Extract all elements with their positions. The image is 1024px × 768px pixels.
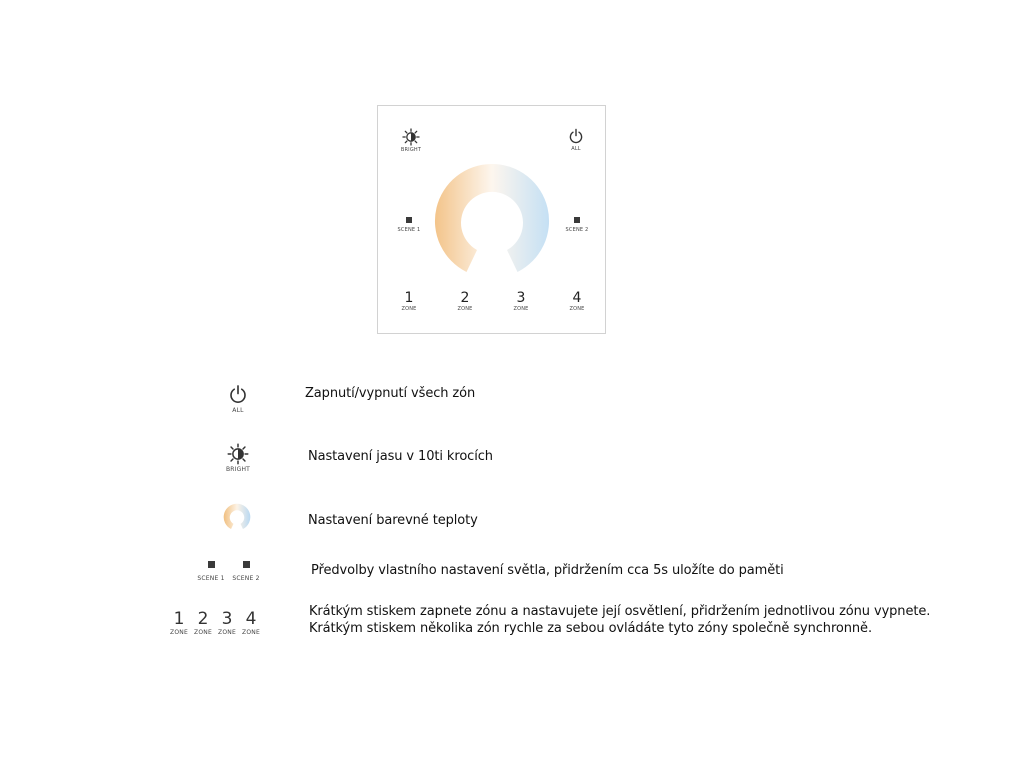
zone-label: ZONE	[513, 306, 529, 312]
bright-button[interactable]	[398, 128, 424, 153]
legend-zone-2	[191, 609, 215, 636]
all-label: ALL	[571, 146, 581, 152]
zone-label: ZONE	[242, 629, 260, 636]
legend-scene-1-label: SCENE 1	[197, 575, 225, 582]
color-temperature-ring-icon	[223, 503, 251, 530]
zone-number: 3	[221, 609, 233, 629]
zone-button-4[interactable]	[567, 290, 587, 312]
all-button[interactable]	[564, 128, 588, 152]
zone-label: ZONE	[218, 629, 236, 636]
legend-bright-icon-group	[222, 443, 254, 473]
zone-label: ZONE	[194, 629, 212, 636]
scene-1-square-icon	[208, 561, 215, 568]
bright-label: BRIGHT	[400, 147, 422, 153]
zone-label: ZONE	[569, 306, 585, 312]
legend-zone-1	[167, 609, 191, 636]
scene-2-label: SCENE 2	[565, 227, 589, 233]
scene-2-button[interactable]	[562, 217, 592, 233]
scene-1-square-icon	[406, 217, 412, 223]
zone-button-1[interactable]	[399, 290, 419, 312]
legend-zone-3	[215, 609, 239, 636]
zone-label: ZONE	[457, 306, 473, 312]
zone-number: 2	[197, 609, 209, 629]
wall-panel	[377, 105, 606, 334]
zone-number: 1	[404, 290, 414, 306]
legend-bright-label: BRIGHT	[225, 466, 251, 473]
legend-zones-text-line-2: Krátkým stiskem několika zón rychle za sebou ovládáte tyto zóny společně synchronně.	[309, 621, 872, 636]
zone-number: 4	[572, 290, 582, 306]
color-temperature-ring[interactable]	[432, 161, 552, 276]
scene-1-label: SCENE 1	[397, 227, 421, 233]
legend-zones-text-line-1: Krátkým stiskem zapnete zónu a nastavujete její osvětlení, přidržením jednotlivou zónu vypnete.	[309, 604, 931, 619]
zone-number: 1	[173, 609, 185, 629]
zone-label: ZONE	[401, 306, 417, 312]
legend-all-text: Zapnutí/vypnutí všech zón	[305, 386, 476, 401]
power-icon	[568, 128, 584, 144]
legend-zone-4	[239, 609, 263, 636]
legend-scene-2	[229, 561, 263, 582]
scene-1-button[interactable]	[394, 217, 424, 233]
zone-number: 3	[516, 290, 526, 306]
power-icon	[228, 384, 248, 404]
brightness-icon	[402, 128, 420, 146]
zone-label: ZONE	[170, 629, 188, 636]
legend-scene-2-label: SCENE 2	[232, 575, 260, 582]
legend-bright-text: Nastavení jasu v 10ti krocích	[308, 449, 493, 464]
legend-all-icon-group	[224, 384, 252, 414]
scene-2-square-icon	[243, 561, 250, 568]
legend-color-text: Nastavení barevné teploty	[308, 513, 478, 528]
zone-button-2[interactable]	[455, 290, 475, 312]
legend-scenes-text: Předvolby vlastního nastavení světla, přidržením cca 5s uložíte do paměti	[311, 563, 784, 578]
zone-button-3[interactable]	[511, 290, 531, 312]
zone-number: 4	[245, 609, 257, 629]
legend-all-label: ALL	[232, 407, 244, 414]
legend-scene-1	[194, 561, 228, 582]
brightness-icon	[227, 443, 249, 465]
zone-number: 2	[460, 290, 470, 306]
scene-2-square-icon	[574, 217, 580, 223]
